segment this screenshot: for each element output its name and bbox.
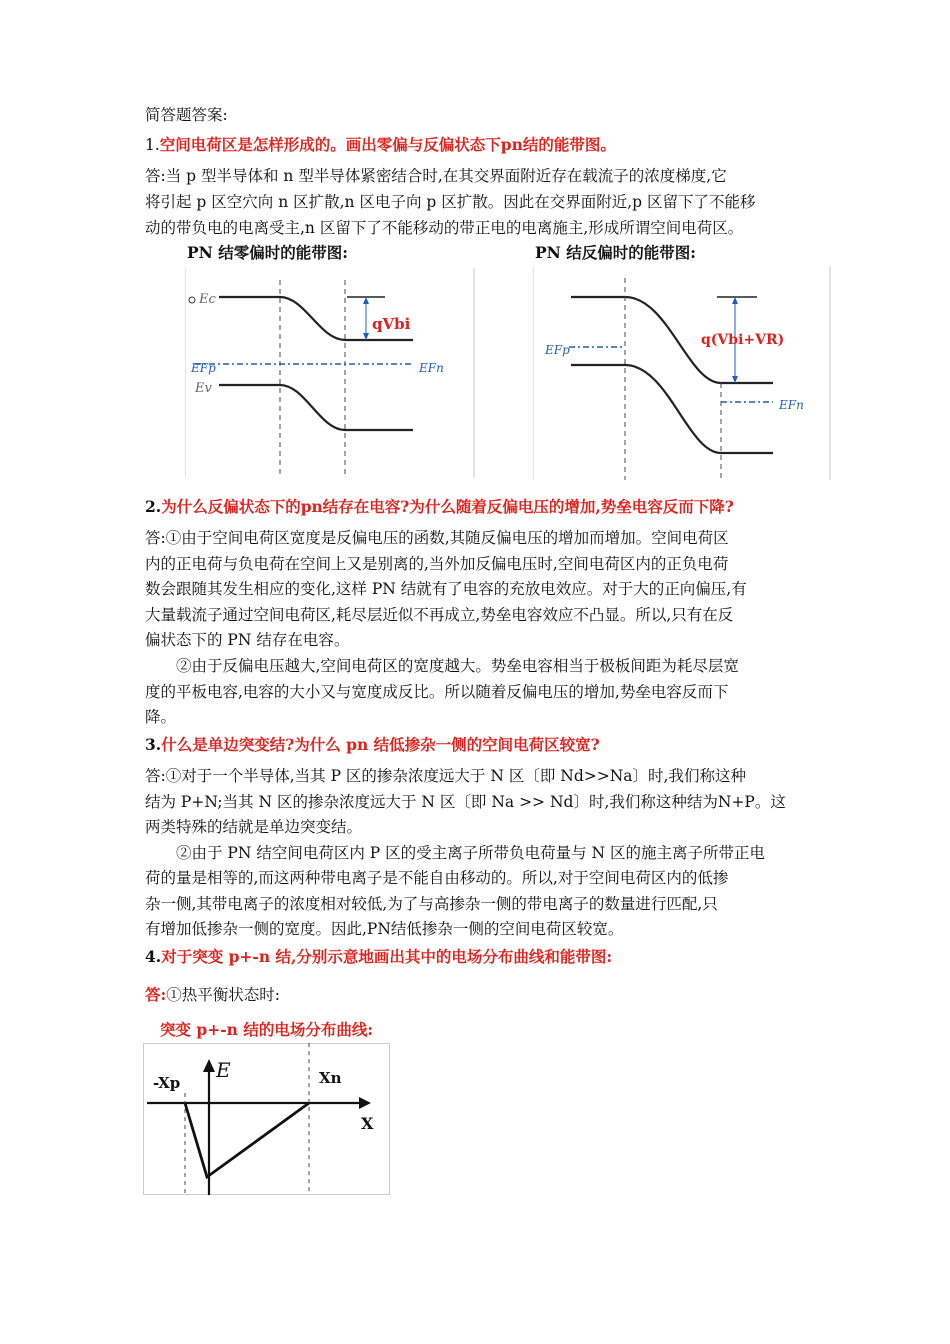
q2-answer-line-8: 降。 [145,708,177,726]
q4-answer-label: 答: [145,985,167,1004]
q3-answer-line-3: 两类特殊的结就是单边突变结。 [145,818,363,836]
ec-label: Ec [199,292,216,307]
question-4-text: 对于突变 p+-n 结,分别示意地画出其中的电场分布曲线和能带图: [161,947,613,966]
q3-answer-line-6: 杂一侧,其带电离子的浓度相对较低,为了与高掺杂一侧的带电离子的数量进行匹配,只 [145,895,718,913]
q1-answer-line-1: 答:当 p 型半导体和 n 型半导体紧密结合时,在其交界面附近存在载流子的浓度梯度,它 [145,167,727,185]
efn-label: EFn [419,361,444,375]
ev-label: Ev [195,381,212,396]
q2-answer-line-2: 内的正电荷与负电荷在空间上又是别离的,当外加反偏电压时,空间电荷区内的正负电荷 [145,555,729,573]
q1-answer-line-2: 将引起 p 区空穴向 n 区扩散,n 区电子向 p 区扩散。因此在交界面附近,p 区留下了不能移 [145,193,756,211]
valence-band-curve [219,385,413,430]
efn-label-rb: EFn [779,398,804,412]
zero-bias-band-diagram [185,268,475,478]
question-1 [145,133,815,157]
efp-label: EFp [191,361,216,375]
q3-answer-line-4: ②由于 PN 结空间电荷区内 P 区的受主离子所带负电荷量与 N 区的施主离子所带正电 [176,844,766,862]
fig-left-caption: PN 结零偏时的能带图: [187,243,348,262]
small-circle-marker [189,297,195,303]
question-3-text: 什么是单边突变结?为什么 pn 结低掺杂一侧的空间电荷区较宽? [161,735,600,754]
q3-answer-line-2: 结为 P+N;当其 N 区的掺杂浓度远大于 N 区〔即 Na >> Nd〕时,我们称这种结为N+P。这 [145,793,786,811]
q2-answer-line-5: 偏状态下的 PN 结存在电容。 [145,631,350,649]
question-4-number: 4. [145,947,162,966]
question-4 [145,945,815,969]
q3-answer-line-1: 答:①对于一个半导体,当其 P 区的掺杂浓度远大于 N 区〔即 Nd>>Na〕时,我们称这种 [145,767,746,785]
field-curve [185,1103,309,1177]
q4-answer-text: ①热平衡状态时: [166,986,280,1004]
reverse-bias-band-diagram [533,266,831,480]
question-3-number: 3. [145,735,162,754]
barrier-label-rb: q(Vbi+VR) [701,332,785,348]
q4-figure-caption: 突变 p+-n 结的电场分布曲线: [160,1020,374,1039]
fig-right-caption: PN 结反偏时的能带图: [535,243,696,262]
question-1-number: 1. [145,136,160,154]
valence-band-curve-rb [571,365,773,453]
question-3 [145,733,815,757]
e-axis-label: E [216,1058,231,1082]
q2-answer-line-6: ②由于反偏电压越大,空间电荷区的宽度越大。势垒电容相当于极板间距为耗尽层宽 [176,657,739,675]
q3-answer-line-7: 有增加低掺杂一侧的宽度。因此,PN结低掺杂一侧的空间电荷区较宽。 [145,920,624,938]
efp-label-rb: EFp [545,343,570,357]
xn-label: Xn [319,1069,342,1087]
q4-answer [145,983,815,1007]
question-1-text: 空间电荷区是怎样形成的。画出零偏与反偏状态下pn结的能带图。 [159,135,616,154]
question-2-number: 2. [145,497,162,516]
neg-xp-label: -Xp [153,1074,181,1092]
electric-field-diagram [143,1043,391,1195]
barrier-label: qVbi [372,315,411,333]
q2-answer-line-4: 大量载流子通过空间电荷区,耗尽层近似不再成立,势垒电容效应不凸显。所以,只有在反 [145,606,734,624]
question-2-text: 为什么反偏状态下的pn结存在电容?为什么随着反偏电压的增加,势垒电容反而下降? [161,497,734,516]
q2-answer-line-3: 数会跟随其发生相应的变化,这样 PN 结就有了电容的充放电效应。对于大的正向偏压,有 [145,580,747,598]
q2-answer-line-1: 答:①由于空间电荷区宽度是反偏电压的函数,其随反偏电压的增加而增加。空间电荷区 [145,529,729,547]
q1-answer-line-3: 动的带负电的电离受主,n 区留下了不能移动的带正电的电离施主,形成所谓空间电荷区。 [145,219,744,237]
x-axis-label: X [361,1114,374,1133]
q3-answer-line-5: 荷的量是相等的,而这两种带电离子是不能自由移动的。所以,对于空间电荷区内的低掺 [145,869,729,887]
q2-answer-line-7: 度的平板电容,电容的大小又与宽度成反比。所以随着反偏电压的增加,势垒电容反而下 [145,683,729,701]
question-2 [145,495,815,519]
page-title: 简答题答案: [145,106,228,124]
